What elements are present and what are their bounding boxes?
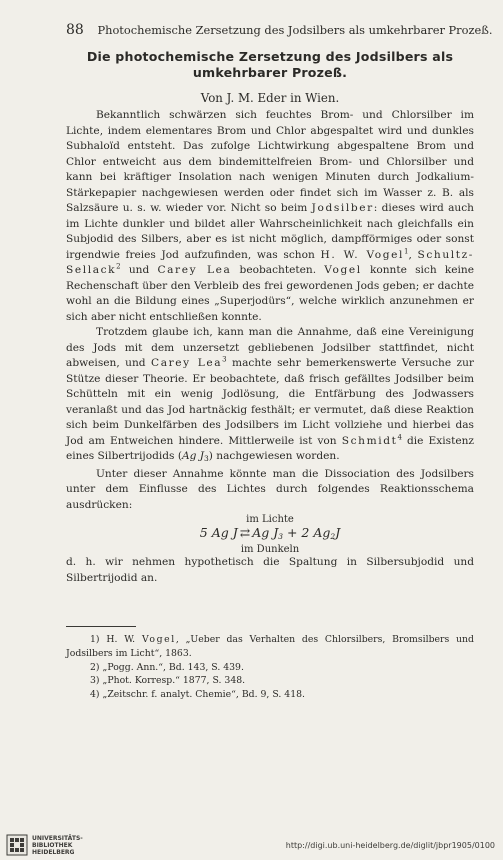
paragraph-3: Unter dieser Annahme könnte man die Dissociation des Jodsilbers unter dem Einflusse des Lichtes durch folgendes Reaktionsschema ausdrücken: (66, 467, 474, 511)
page-number: 88 (66, 22, 84, 38)
footnote-2: 2) „Pogg. Ann.“, Bd. 143, S. 439. (90, 661, 244, 673)
formula-equation: 5 Ag J ⇄ Ag $J_3 + 2$ $Ag_2J$ (199, 525, 341, 541)
author-ref-schmidt: Schmidt (341, 434, 398, 447)
library-logo-icon (6, 834, 28, 856)
author-line: Von J. M. Eder in Wien. (200, 91, 340, 105)
library-name: UNIVERSITÄTS- BIBLIOTHEK HEIDELBERG (32, 835, 83, 856)
reversible-arrow-icon: ⇄ (239, 525, 251, 540)
footnotes (66, 633, 474, 702)
author-ref-vogel: H. W. Vogel (320, 248, 405, 261)
author-ref-carey-lea: Carey Lea (157, 264, 232, 276)
footnote-4: 4) „Zeitschr. f. analyt. Chemie“, Bd. 9, S. 418. (90, 689, 305, 701)
footnote-ref-1: 1 (404, 246, 409, 255)
footnote-ref-3: 3 (222, 355, 227, 364)
footnote-ref-2: 2 (116, 262, 121, 271)
digitization-footer (0, 832, 503, 860)
article-body (66, 108, 474, 586)
term-jodsilber: Jodsilber (311, 202, 374, 214)
author-ref-schultz-sellack: Schultz-Sellack (66, 248, 474, 276)
author-ref-vogel-2: Vogel (324, 264, 362, 276)
article-title: Die photochemische Zersetzung des Jodsilbers als umkehrbarer Prozeß. (86, 49, 454, 80)
footnote-1: 1) H. W. Vogel, „Ueber das Verhalten des Chlorsilbers, Bromsilbers und Jodsilbers im Licht“, 1863. (66, 634, 474, 659)
formula-condition-light: im Lichte (246, 514, 294, 525)
footnote-divider (66, 626, 136, 627)
source-url[interactable]: http://digi.ub.uni-heidelberg.de/diglit/jbpr1905/0100 (285, 841, 495, 850)
paragraph-4: d. h. wir nehmen hypothetisch die Spaltung in Silbersubjodid und Silbertrijodid an. (66, 556, 474, 584)
footnote-3: 3) „Phot. Korresp.“ 1877, S. 348. (90, 675, 246, 687)
author-ref-carey-lea-2: Carey Lea (150, 357, 223, 369)
paragraph-1: Bekanntlich schwärzen sich feuchtes Brom- und Chlorsilber im Lichte, indem elementares Brom und Chlor abgespaltet wird und dunkles Subhaloïd entsteht. Das zufolge Lichtwirkung abgespaltene Brom und Chlor entweicht aus dem bindemittelfreien Brom- und Chlorsilber und kann bei kräftiger Insolation nach wenigen Minuten durch Jodkalium-Stärkepapier nachgewiesen werden oder findet sich im Wasser z. B. als Salzsäure u. s. w. wieder vor. Nicht so beim Jodsilber: dieses wird auch im Lichte dunkler und bildet aller Wahrscheinlichkeit nach gleichfalls ein Subjodid des Silbers, aber es ist nicht möglich, dampfförmiges oder sonst irgendwie freies Jod aufzufinden, was schon H. W. Vogel$^1$, Schultz-Sellack$^2$ und Carey Lea beobachteten. Vogel konnte sich keine Rechenschaft über den Verbleib des frei gewordenen Jods geben; er dachte wohl an die Bildung eines „Superjodürs“, welche wirklich anzunehmen er sich aber nicht entschließen konnte. (66, 109, 475, 323)
paragraph-2: Trotzdem glaube ich, kann man die Annahme, daß eine Vereinigung des Jods mit dem unzersetzt gebliebenen Jodsilber stattfindet, nicht abweisen, und Carey Lea$^3$ machte sehr bemerkenswerte Versuche zur Stütze dieser Theorie. Er beobachtete, daß frisch gefälltes Jodsilber beim Schütteln mit ein wenig Jodlösung, die Entfärbung des Jodwassers veranlaßt und das Jod hartnäckig festhält; er vermutet, daß diese Reaktion sich beim Dunkelfärben des Jodsilbers im Licht vollziehe und hierbei das Jod am Entweichen hindere. Mittlerweile ist von Schmidt$^4$ die Existenz eines Silbertrijodids (Ag $J_3$) nachgewiesen worden. (66, 326, 474, 463)
running-title: Photochemische Zersetzung des Jodsilbers als umkehrbarer Prozeß. (97, 23, 493, 37)
formula-condition-dark: im Dunkeln (240, 544, 300, 555)
footnote-ref-4: 4 (397, 432, 402, 441)
running-header (66, 22, 493, 38)
reaction-formula (66, 515, 474, 555)
